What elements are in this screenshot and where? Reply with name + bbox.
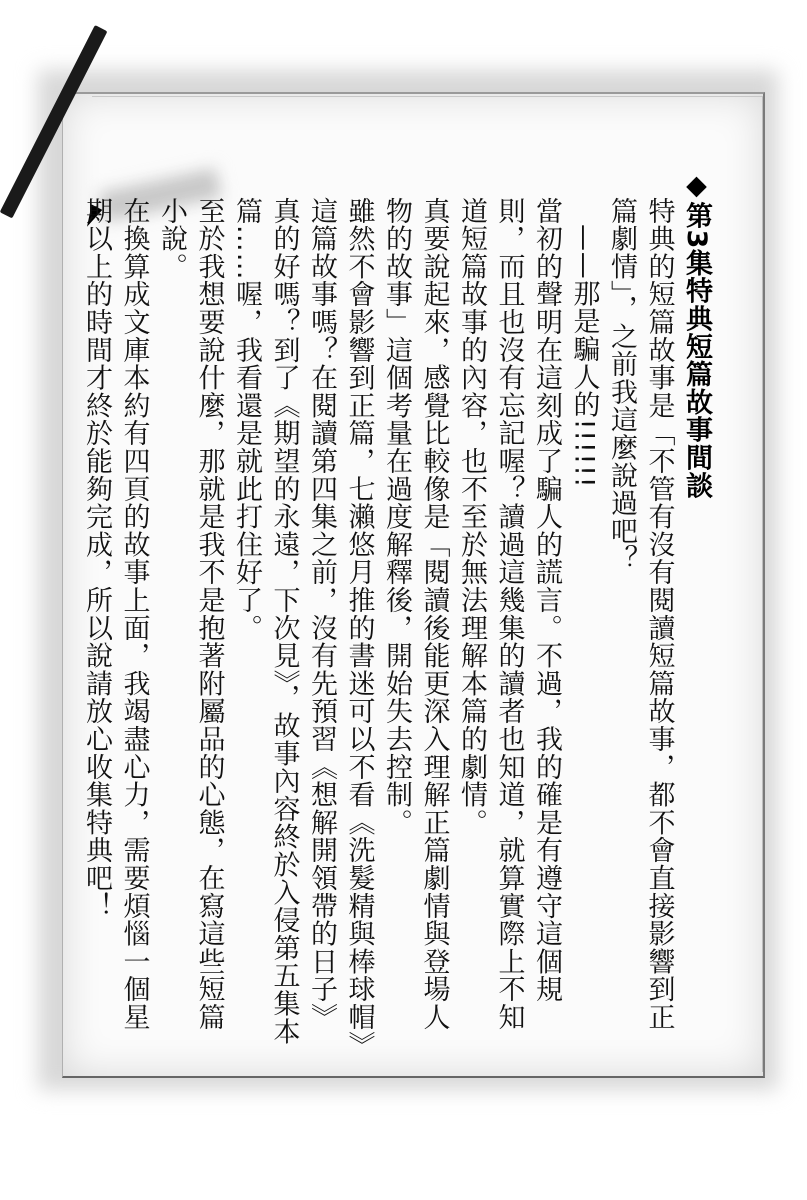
paragraph-7: 在換算成文庫本約有四頁的故事上面，我竭盡心力，需要煩惱一個星期以上的時間才終於能夠完成，所以說請放心收集特典吧！	[81, 197, 150, 1031]
paragraph-3: 當初的聲明在這刻成了騙人的謊言。不過，我的確是有遵守這個規則，而且也沒有忘記喔？讀過這幾集的讀者也知道，就算實際上不知道短篇故事的內容，也不至於無法理解本篇的劇情。	[456, 197, 562, 1031]
paragraph-1: 特典的短篇故事是「不管有沒有閱讀短篇故事，都不會直接影響到正篇劇情」，之前我這麼說過吧？	[606, 197, 675, 1031]
paragraph-5: 雖然不會影響到正篇，七瀨悠月推的書迷可以不看《洗髮精與棒球帽》這篇故事嗎？在閱讀第四集之前，沒有先預習《想解開領帶的日子》真的好嗎？到了《期望的永遠，下次見》，故事內容終於入侵第五集本篇……喔，我看還是就此打住好了。	[231, 197, 375, 1046]
section-heading: ◆第3集特典短篇故事間談	[681, 170, 712, 500]
afterword-text	[81, 170, 715, 1050]
paragraph-4: 真要說起來，感覺比較像是「閱讀後能更深入理解正篇劇情與登場人物的故事」這個考量在過度解釋後，開始失去控制。	[381, 197, 450, 1031]
paragraph-6: 至於我想要說什麼，那就是我不是抱著附屬品的心態，在寫這些短篇小說。	[156, 197, 225, 1031]
paragraph-2: ——那是騙人的!!!!!!	[568, 224, 600, 489]
